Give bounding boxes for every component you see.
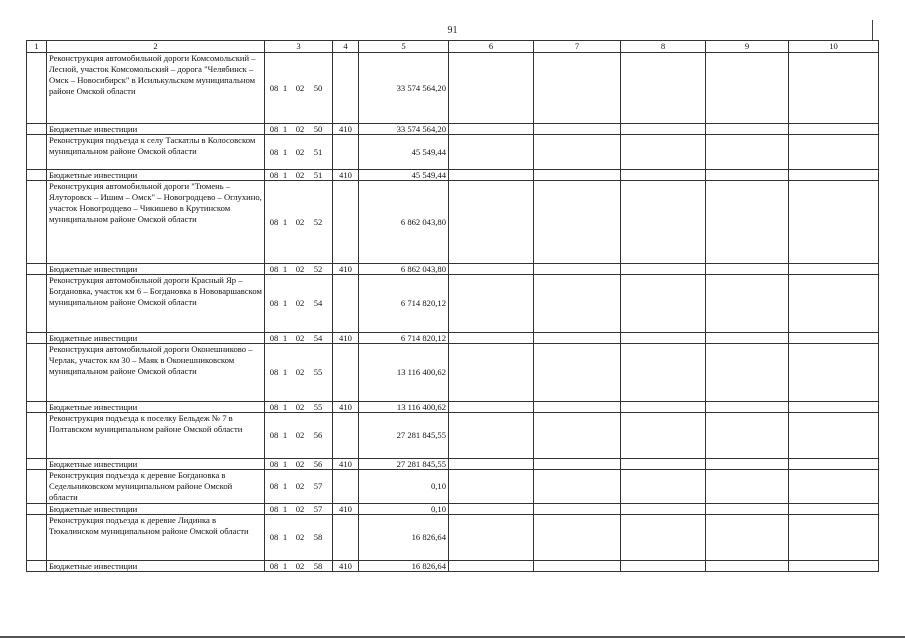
code-part: 1	[282, 216, 288, 227]
cell-col-8	[621, 515, 706, 561]
header-cell-3: 3	[265, 41, 333, 53]
cell-name: Реконструкция подъезда к деревне Богдановка в Седельниковском муниципальном районе Омской области	[47, 470, 265, 504]
code-part: 1	[282, 459, 288, 469]
code-part: 1	[282, 532, 288, 542]
code-part: 08	[269, 504, 279, 514]
cell-index	[27, 135, 47, 170]
cell-code	[265, 333, 333, 344]
cell-col-6	[449, 170, 534, 181]
cell-col-9	[706, 344, 789, 402]
cell-col-8	[621, 413, 706, 459]
cell-col-9	[706, 124, 789, 135]
cell-col-6	[449, 264, 534, 275]
cell-amount: 33 574 564,20	[359, 124, 449, 135]
cell-col-6	[449, 53, 534, 124]
code-part: 08	[269, 264, 279, 274]
code-part: 50	[313, 82, 323, 93]
code-part: 02	[295, 124, 305, 134]
cell-amount: 27 281 845,55	[359, 413, 449, 459]
cell-col-9	[706, 264, 789, 275]
code-part: 02	[295, 459, 305, 469]
cell-amount: 13 116 400,62	[359, 344, 449, 402]
table-row-investment	[27, 170, 879, 181]
cell-col-7	[534, 459, 621, 470]
cell-col-9	[706, 333, 789, 344]
header-cell-5: 5	[359, 41, 449, 53]
cell-amount: 6 862 043,80	[359, 181, 449, 264]
cell-expense-type	[333, 181, 359, 264]
table-row-project	[27, 275, 879, 333]
code-part: 08	[269, 481, 279, 491]
cell-index	[27, 333, 47, 344]
cell-amount: 6 714 820,12	[359, 333, 449, 344]
code-part: 1	[282, 146, 288, 157]
code-part: 02	[295, 333, 305, 343]
code-part: 02	[295, 264, 305, 274]
code-part: 55	[313, 367, 323, 377]
cell-name: Бюджетные инвестиции	[47, 504, 265, 515]
cell-name: Бюджетные инвестиции	[47, 561, 265, 572]
code-part: 08	[269, 430, 279, 440]
cell-col-6	[449, 470, 534, 504]
code-part: 02	[295, 298, 305, 308]
cell-expense-type	[333, 275, 359, 333]
cell-name: Реконструкция подъезда к селу Таскатлы в Колосовском муниципальном районе Омской области	[47, 135, 265, 170]
cell-index	[27, 344, 47, 402]
header-cell-10: 10	[789, 41, 879, 53]
cell-expense-type	[333, 135, 359, 170]
table-row-investment	[27, 333, 879, 344]
cell-col-6	[449, 275, 534, 333]
cell-col-10	[789, 344, 879, 402]
bottom-edge-line	[0, 636, 905, 638]
cell-code	[265, 181, 333, 264]
cell-col-9	[706, 181, 789, 264]
cell-index	[27, 470, 47, 504]
cell-name: Реконструкция подъезда к поселку Бельдеж № 7 в Полтавском муниципальном районе Омской области	[47, 413, 265, 459]
cell-amount: 0,10	[359, 470, 449, 504]
cell-col-9	[706, 504, 789, 515]
cell-col-7	[534, 181, 621, 264]
code-part: 51	[313, 146, 323, 157]
cell-name: Реконструкция автомобильной дороги Комсомольский – Лесной, участок Комсомольский – дорога "Челябинск – Омск – Новосибирск" в Исилькульском муниципальном районе Омской области	[47, 53, 265, 124]
cell-amount: 16 826,64	[359, 515, 449, 561]
table-row-project	[27, 135, 879, 170]
code-part: 08	[269, 298, 279, 308]
cell-col-10	[789, 333, 879, 344]
cell-col-7	[534, 333, 621, 344]
cell-index	[27, 459, 47, 470]
cell-code	[265, 344, 333, 402]
code-part: 52	[313, 216, 323, 227]
cell-col-6	[449, 561, 534, 572]
code-part: 1	[282, 170, 288, 180]
cell-col-6	[449, 459, 534, 470]
code-part: 1	[282, 481, 288, 491]
code-part: 08	[269, 216, 279, 227]
cell-name: Бюджетные инвестиции	[47, 402, 265, 413]
code-part: 08	[269, 561, 279, 571]
cell-col-10	[789, 402, 879, 413]
cell-name: Реконструкция автомобильной дороги Красный Яр – Богдановка, участок км 6 – Богдановка в Нововаршавском муниципальном районе Омской области	[47, 275, 265, 333]
cell-col-10	[789, 459, 879, 470]
code-part: 1	[282, 561, 288, 571]
table-row-project	[27, 53, 879, 124]
cell-col-7	[534, 124, 621, 135]
cell-col-8	[621, 561, 706, 572]
header-cell-8: 8	[621, 41, 706, 53]
table-row-investment	[27, 561, 879, 572]
cell-expense-type	[333, 413, 359, 459]
cell-col-7	[534, 344, 621, 402]
code-part: 1	[282, 504, 288, 514]
cell-col-9	[706, 275, 789, 333]
cell-col-7	[534, 275, 621, 333]
code-part: 08	[269, 82, 279, 93]
table-row-investment	[27, 402, 879, 413]
code-part: 1	[282, 333, 288, 343]
cell-expense-type: 410	[333, 264, 359, 275]
code-part: 02	[295, 532, 305, 542]
code-part: 02	[295, 216, 305, 227]
table-row-project	[27, 181, 879, 264]
header-cell-9: 9	[706, 41, 789, 53]
cell-name: Бюджетные инвестиции	[47, 459, 265, 470]
cell-amount: 33 574 564,20	[359, 53, 449, 124]
cell-amount: 0,10	[359, 504, 449, 515]
budget-table	[26, 40, 879, 572]
cell-code	[265, 459, 333, 470]
cell-col-10	[789, 470, 879, 504]
cell-index	[27, 264, 47, 275]
table-row-investment	[27, 504, 879, 515]
code-part: 02	[295, 481, 305, 491]
cell-expense-type: 410	[333, 333, 359, 344]
cell-expense-type	[333, 53, 359, 124]
code-part: 08	[269, 333, 279, 343]
code-part: 02	[295, 504, 305, 514]
cell-code	[265, 515, 333, 561]
cell-col-9	[706, 470, 789, 504]
cell-col-7	[534, 402, 621, 413]
table-row-investment	[27, 124, 879, 135]
cell-col-6	[449, 344, 534, 402]
code-part: 1	[282, 402, 288, 412]
code-part: 58	[313, 561, 323, 571]
cell-col-10	[789, 135, 879, 170]
cell-col-7	[534, 170, 621, 181]
cell-expense-type	[333, 344, 359, 402]
cell-code	[265, 413, 333, 459]
cell-code	[265, 402, 333, 413]
code-part: 55	[313, 402, 323, 412]
cell-name: Бюджетные инвестиции	[47, 124, 265, 135]
cell-col-9	[706, 561, 789, 572]
cell-col-6	[449, 515, 534, 561]
cell-name: Бюджетные инвестиции	[47, 333, 265, 344]
cell-col-9	[706, 402, 789, 413]
table-row-investment	[27, 264, 879, 275]
cell-expense-type: 410	[333, 170, 359, 181]
cell-name: Реконструкция автомобильной дороги Оконешниково – Черлак, участок км 30 – Маяк в Оконешниковском муниципальном районе Омской области	[47, 344, 265, 402]
cell-col-7	[534, 470, 621, 504]
header-row	[27, 41, 879, 53]
header-cell-6: 6	[449, 41, 534, 53]
code-part: 54	[313, 333, 323, 343]
cell-col-7	[534, 515, 621, 561]
table-row-project	[27, 344, 879, 402]
cell-name: Реконструкция автомобильной дороги "Тюмень – Ялуторовск – Ишим – Омск" – Новогродцево – Оглухино, участок Новогродцево – Чикишево в Крутинском муниципальном районе Омской области	[47, 181, 265, 264]
code-part: 08	[269, 459, 279, 469]
code-part: 51	[313, 170, 323, 180]
cell-col-7	[534, 53, 621, 124]
cell-col-8	[621, 135, 706, 170]
cell-amount: 6 862 043,80	[359, 264, 449, 275]
code-part: 08	[269, 146, 279, 157]
code-part: 50	[313, 124, 323, 134]
cell-col-8	[621, 402, 706, 413]
cell-col-6	[449, 402, 534, 413]
cell-col-8	[621, 344, 706, 402]
cell-expense-type: 410	[333, 504, 359, 515]
cell-col-10	[789, 275, 879, 333]
cell-expense-type: 410	[333, 459, 359, 470]
header-cell-1: 1	[27, 41, 47, 53]
table-row-project	[27, 515, 879, 561]
cell-col-9	[706, 413, 789, 459]
cell-index	[27, 181, 47, 264]
cell-index	[27, 53, 47, 124]
code-part: 08	[269, 532, 279, 542]
cell-code	[265, 135, 333, 170]
cell-code	[265, 124, 333, 135]
cell-amount: 16 826,64	[359, 561, 449, 572]
cell-index	[27, 561, 47, 572]
cell-col-7	[534, 504, 621, 515]
cell-code	[265, 53, 333, 124]
cell-col-8	[621, 333, 706, 344]
cell-amount: 45 549,44	[359, 135, 449, 170]
cell-col-8	[621, 264, 706, 275]
cell-code	[265, 264, 333, 275]
cell-index	[27, 170, 47, 181]
cell-col-10	[789, 515, 879, 561]
code-part: 08	[269, 367, 279, 377]
cell-col-6	[449, 413, 534, 459]
code-part: 56	[313, 459, 323, 469]
cell-expense-type	[333, 515, 359, 561]
cell-index	[27, 413, 47, 459]
cell-code	[265, 470, 333, 504]
page-number: 91	[447, 25, 458, 36]
header-cell-4: 4	[333, 41, 359, 53]
table-row-project	[27, 413, 879, 459]
cell-col-6	[449, 504, 534, 515]
code-part: 02	[295, 430, 305, 440]
code-part: 02	[295, 170, 305, 180]
cell-code	[265, 561, 333, 572]
header-cell-7: 7	[534, 41, 621, 53]
cell-col-10	[789, 170, 879, 181]
cell-code	[265, 504, 333, 515]
cell-col-10	[789, 561, 879, 572]
cell-col-10	[789, 181, 879, 264]
cell-amount: 6 714 820,12	[359, 275, 449, 333]
cell-col-8	[621, 470, 706, 504]
code-part: 54	[313, 298, 323, 308]
cell-expense-type: 410	[333, 402, 359, 413]
cell-name: Реконструкция подъезда к деревне Лидинка в Тюкалинском муниципальном районе Омской области	[47, 515, 265, 561]
cell-col-8	[621, 504, 706, 515]
cell-col-8	[621, 275, 706, 333]
cell-col-8	[621, 170, 706, 181]
code-part: 08	[269, 124, 279, 134]
code-part: 52	[313, 264, 323, 274]
cell-col-9	[706, 515, 789, 561]
code-part: 02	[295, 82, 305, 93]
cell-name: Бюджетные инвестиции	[47, 264, 265, 275]
cell-col-8	[621, 124, 706, 135]
table-row-project	[27, 470, 879, 504]
cell-col-6	[449, 135, 534, 170]
code-part: 58	[313, 532, 323, 542]
cell-col-7	[534, 413, 621, 459]
cell-col-10	[789, 53, 879, 124]
cell-index	[27, 124, 47, 135]
cell-amount: 27 281 845,55	[359, 459, 449, 470]
code-part: 1	[282, 124, 288, 134]
cell-code	[265, 170, 333, 181]
cell-col-7	[534, 264, 621, 275]
cell-col-6	[449, 181, 534, 264]
code-part: 08	[269, 402, 279, 412]
cell-amount: 13 116 400,62	[359, 402, 449, 413]
cell-col-9	[706, 135, 789, 170]
code-part: 1	[282, 298, 288, 308]
cell-code	[265, 275, 333, 333]
table-row-investment	[27, 459, 879, 470]
code-part: 02	[295, 146, 305, 157]
cell-col-6	[449, 124, 534, 135]
cell-name: Бюджетные инвестиции	[47, 170, 265, 181]
cell-amount: 45 549,44	[359, 170, 449, 181]
cell-col-10	[789, 504, 879, 515]
cell-col-7	[534, 135, 621, 170]
cell-col-7	[534, 561, 621, 572]
cell-col-9	[706, 53, 789, 124]
cell-expense-type: 410	[333, 124, 359, 135]
code-part: 02	[295, 561, 305, 571]
margin-mark	[872, 20, 873, 40]
cell-index	[27, 515, 47, 561]
code-part: 56	[313, 430, 323, 440]
code-part: 57	[313, 504, 323, 514]
cell-col-10	[789, 124, 879, 135]
cell-col-10	[789, 413, 879, 459]
code-part: 08	[269, 170, 279, 180]
cell-index	[27, 402, 47, 413]
code-part: 1	[282, 430, 288, 440]
cell-col-8	[621, 53, 706, 124]
code-part: 1	[282, 367, 288, 377]
code-part: 1	[282, 82, 288, 93]
cell-expense-type: 410	[333, 561, 359, 572]
cell-expense-type	[333, 470, 359, 504]
cell-col-9	[706, 170, 789, 181]
header-cell-2: 2	[47, 41, 265, 53]
cell-col-8	[621, 459, 706, 470]
code-part: 02	[295, 367, 305, 377]
code-part: 02	[295, 402, 305, 412]
cell-index	[27, 275, 47, 333]
cell-col-9	[706, 459, 789, 470]
code-part: 57	[313, 481, 323, 491]
cell-col-8	[621, 181, 706, 264]
cell-index	[27, 504, 47, 515]
cell-col-10	[789, 264, 879, 275]
cell-col-6	[449, 333, 534, 344]
code-part: 1	[282, 264, 288, 274]
